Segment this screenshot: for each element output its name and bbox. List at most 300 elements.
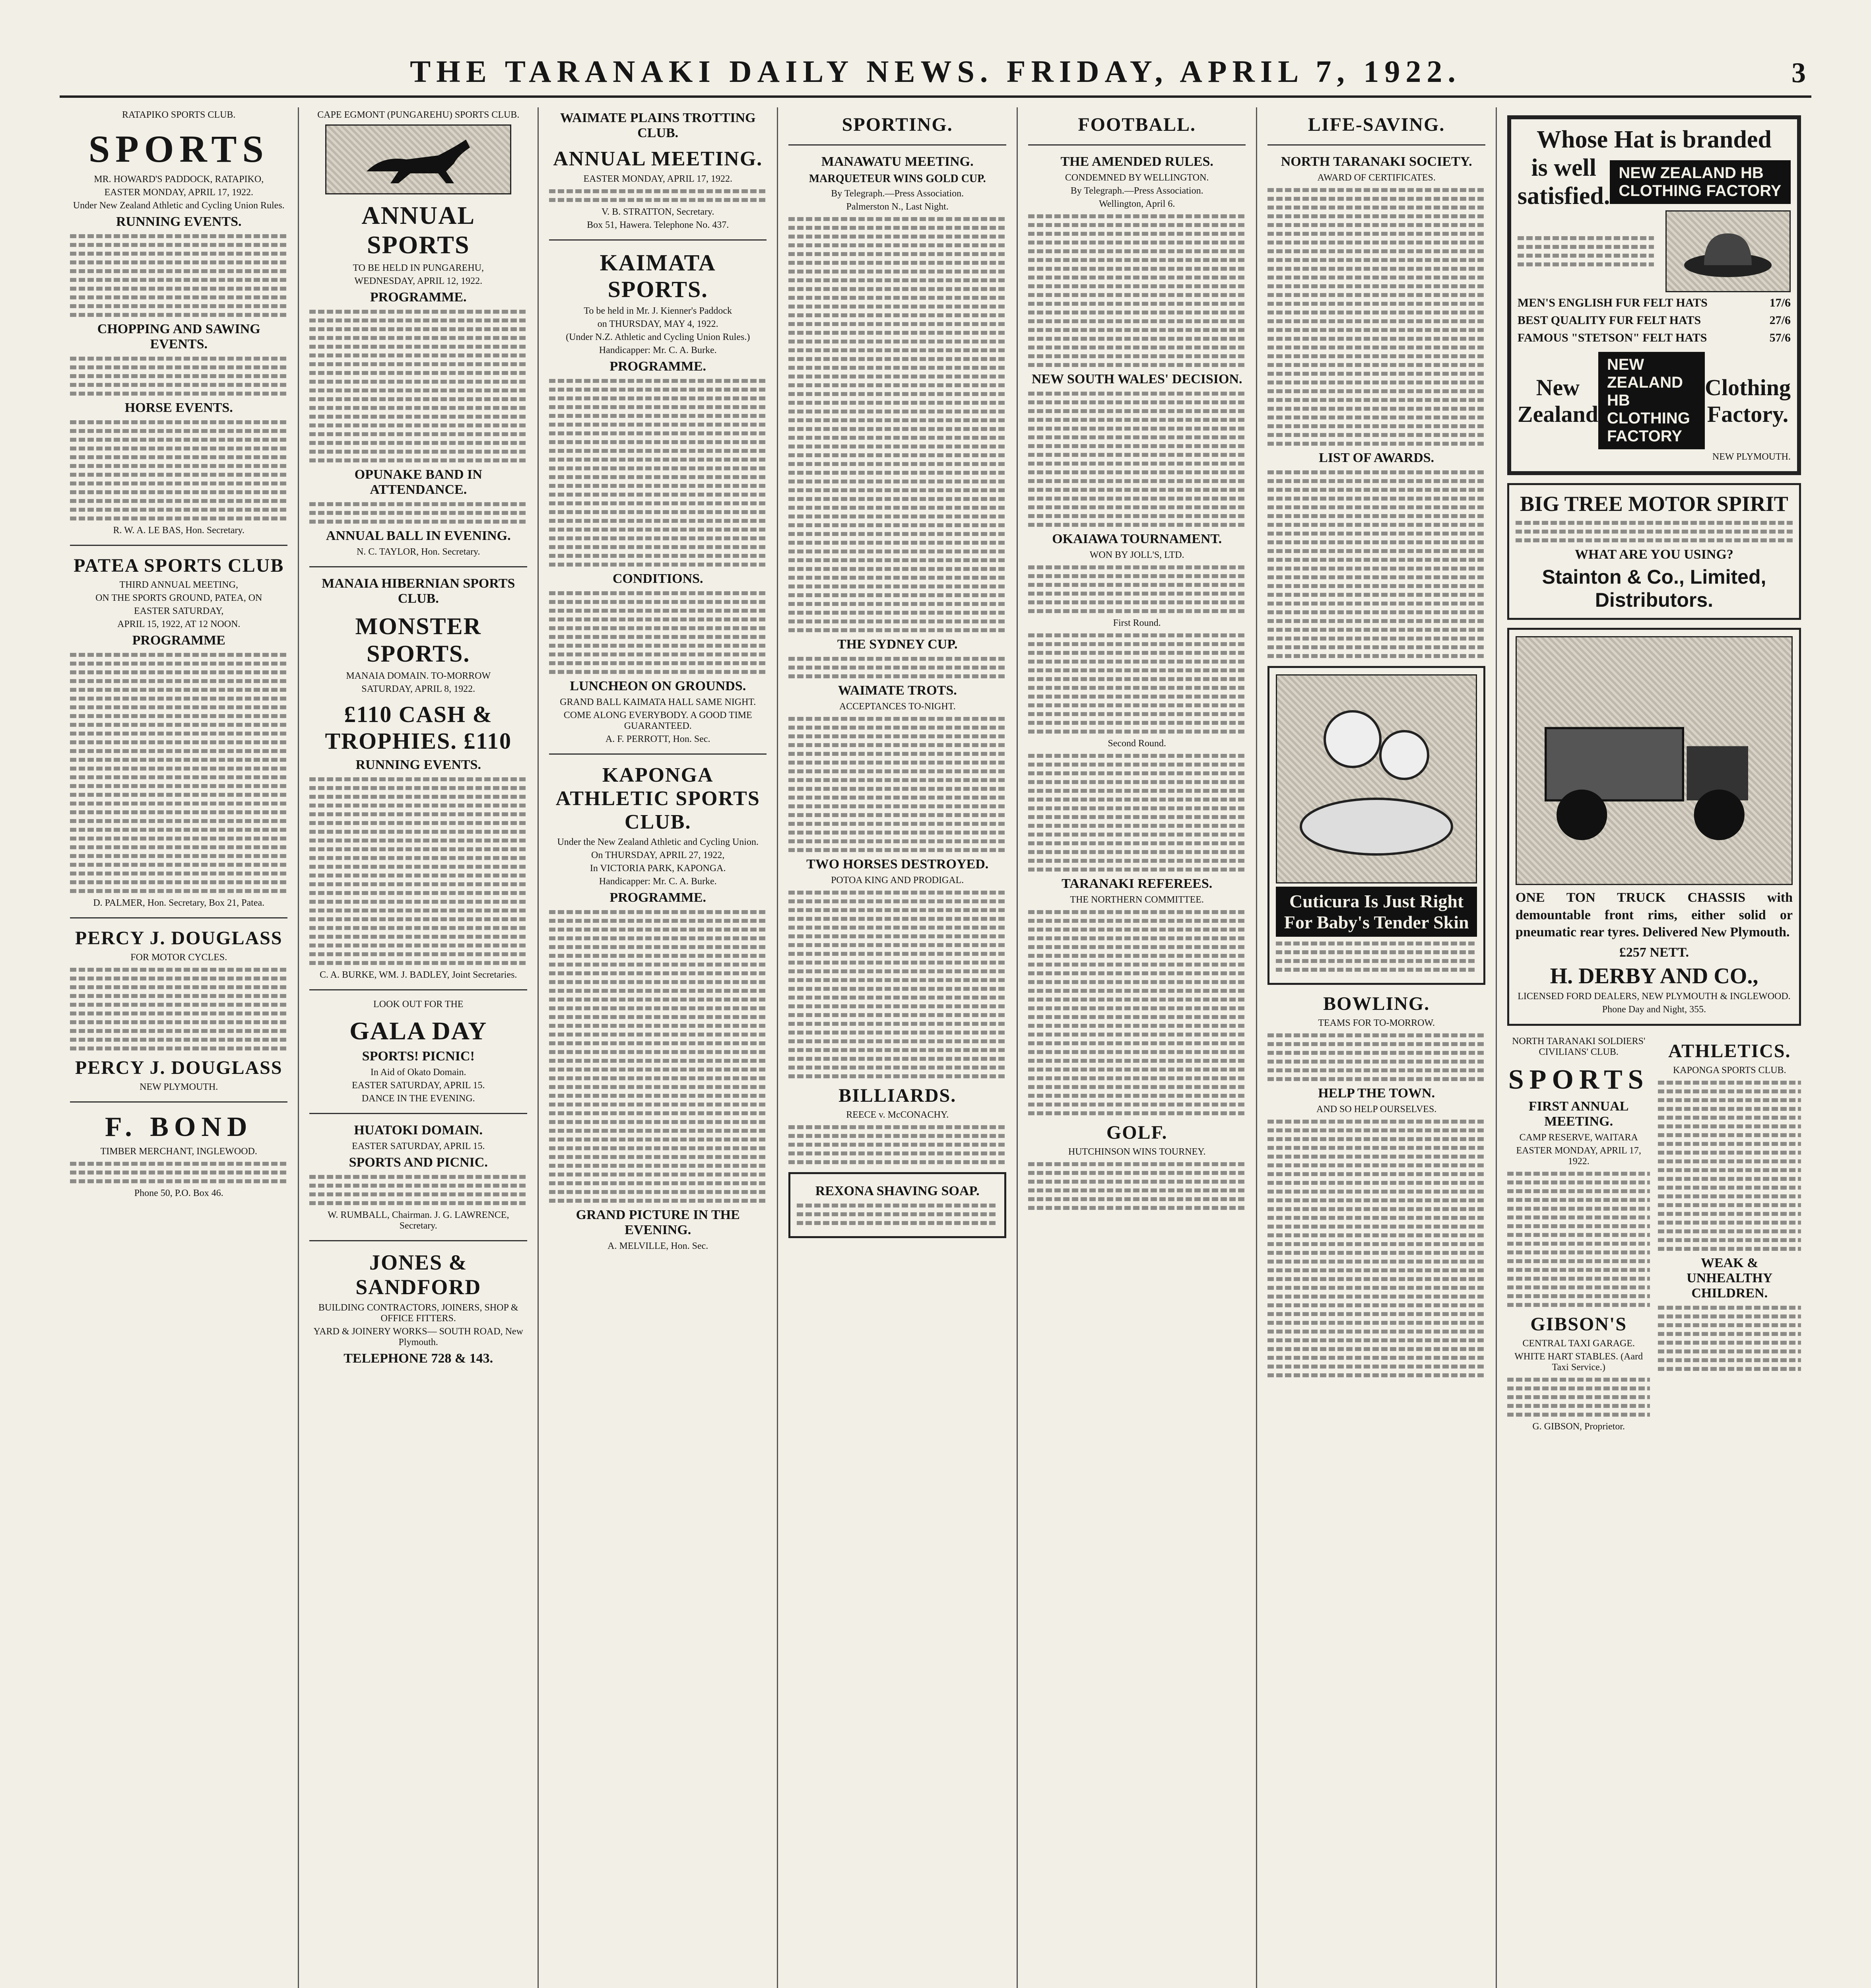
- text-lines: [1267, 523, 1485, 527]
- text-lines: [549, 536, 767, 540]
- text-lines: [788, 943, 1006, 947]
- chassis-text: ONE TON TRUCK CHASSIS with demountable front rims, either solid or pneumatic rear tyres. Delivered New Plymouth.: [1515, 890, 1793, 940]
- text-lines: [1507, 1277, 1650, 1281]
- second-round: Second Round.: [1108, 738, 1166, 749]
- text-lines: [788, 497, 1006, 501]
- kaimata-secretary: A. F. PERROTT, Hon. Sec.: [605, 734, 710, 744]
- text-lines: [549, 554, 767, 558]
- text-lines: [549, 635, 767, 639]
- text-lines: [549, 1129, 767, 1133]
- text-lines: [788, 261, 1006, 265]
- text-lines: [1028, 798, 1246, 802]
- text-lines: [70, 653, 287, 657]
- column-1: [60, 107, 299, 1988]
- text-lines: [1267, 1137, 1485, 1141]
- bowling-teams: TEAMS FOR TO-MORROW.: [1318, 1018, 1435, 1028]
- hat-price-row: [1518, 314, 1791, 327]
- bond-name: F. BOND: [105, 1112, 253, 1142]
- divider: [309, 1113, 527, 1114]
- text-lines: [309, 362, 527, 366]
- text-lines: [549, 980, 767, 984]
- golf-sub: HUTCHINSON WINS TOURNEY.: [1068, 1147, 1206, 1157]
- text-lines: [309, 952, 527, 956]
- horse-illustration: [325, 124, 511, 194]
- text-lines: [549, 989, 767, 993]
- text-lines: [788, 287, 1006, 291]
- manaia-secretaries: C. A. BURKE, WM. J. BADLEY, Joint Secretaries.: [320, 970, 517, 980]
- text-lines: [788, 726, 1006, 730]
- text-lines: [1028, 392, 1246, 396]
- rexona-ad: [788, 1172, 1006, 1238]
- text-lines: [1028, 363, 1246, 367]
- text-lines: [1267, 602, 1485, 606]
- text-lines: [1507, 1378, 1650, 1382]
- text-lines: [1658, 1341, 1801, 1345]
- cuticura-headline: Cuticura Is Just Right For Baby's Tender Skin: [1276, 887, 1477, 937]
- weak-children: WEAK & UNHEALTHY CHILDREN.: [1687, 1255, 1773, 1301]
- text-lines: [788, 348, 1006, 352]
- text-lines: [1267, 1260, 1485, 1264]
- text-lines: [1028, 479, 1246, 483]
- text-lines: [70, 1171, 287, 1175]
- northern-committee: THE NORTHERN COMMITTEE.: [1070, 895, 1204, 905]
- text-lines: [309, 777, 527, 781]
- hat-footer-left: New Zealand: [1517, 374, 1598, 427]
- kaimata-rules: (Under N.Z. Athletic and Cycling Union Rules.): [566, 332, 750, 342]
- text-lines: [549, 396, 767, 400]
- text-lines: [1267, 610, 1485, 614]
- text-lines: [788, 769, 1006, 773]
- text-lines: [309, 865, 527, 869]
- text-lines: [549, 563, 767, 567]
- text-lines: [70, 714, 287, 718]
- text-lines: [1028, 609, 1246, 613]
- text-lines: [788, 1151, 1006, 1155]
- text-lines: [1267, 1190, 1485, 1194]
- text-lines: [549, 1138, 767, 1142]
- text-lines: [549, 963, 767, 967]
- text-lines: [1267, 1286, 1485, 1290]
- text-lines: [1267, 1207, 1485, 1211]
- text-lines: [549, 600, 767, 604]
- text-lines: [788, 822, 1006, 826]
- jones-sub: BUILDING CONTRACTORS, JOINERS, SHOP & OFFICE FITTERS.: [318, 1303, 518, 1324]
- text-lines: [549, 661, 767, 665]
- text-lines: [309, 520, 527, 524]
- text-lines: [1028, 1094, 1246, 1098]
- kaponga-date: On THURSDAY, APRIL 27, 1922,: [591, 850, 725, 860]
- text-lines: [309, 1184, 527, 1188]
- text-lines: [1028, 1111, 1246, 1115]
- text-lines: [788, 961, 1006, 965]
- text-lines: [1267, 593, 1485, 597]
- text-lines: [788, 1048, 1006, 1052]
- text-lines: [549, 910, 767, 914]
- text-lines: [70, 287, 287, 291]
- text-lines: [1267, 311, 1485, 315]
- text-lines: [309, 900, 527, 904]
- text-lines: [1658, 1124, 1801, 1128]
- text-lines: [1028, 824, 1246, 828]
- text-lines: [549, 466, 767, 470]
- help-ourselves: AND SO HELP OURSELVES.: [1316, 1104, 1437, 1114]
- ratapiko-venue: MR. HOWARD'S PADDOCK, RATAPIKO,: [94, 174, 264, 184]
- rexona-title: REXONA SHAVING SOAP.: [815, 1184, 980, 1198]
- text-lines: [1267, 407, 1485, 411]
- ratapiko-rules: Under New Zealand Athletic and Cycling Union Rules.: [73, 200, 285, 211]
- text-lines: [549, 1120, 767, 1124]
- text-lines: [309, 388, 527, 392]
- text-lines: [70, 295, 287, 299]
- text-lines: [1267, 645, 1485, 649]
- text-lines: [788, 375, 1006, 379]
- ratapiko-running: RUNNING EVENTS.: [116, 214, 242, 229]
- text-lines: [549, 928, 767, 932]
- text-lines: [1028, 771, 1246, 775]
- hat-price-2: 27/6: [1769, 314, 1791, 327]
- ratapiko-secretary: R. W. A. LE BAS, Hon. Secretary.: [113, 525, 245, 536]
- text-lines: [309, 882, 527, 886]
- gibson-heading: GIBSON'S: [1530, 1313, 1627, 1335]
- text-lines: [70, 845, 287, 849]
- horse-icon: [359, 132, 478, 187]
- text-lines: [788, 674, 1006, 678]
- text-lines: [70, 749, 287, 753]
- text-lines: [788, 445, 1006, 448]
- text-lines: [549, 414, 767, 418]
- text-lines: [788, 987, 1006, 991]
- text-lines: [549, 449, 767, 453]
- text-lines: [549, 617, 767, 621]
- text-lines: [1028, 754, 1246, 758]
- text-lines: [1028, 583, 1246, 587]
- text-lines: [549, 919, 767, 923]
- text-lines: [549, 626, 767, 630]
- text-lines: [788, 602, 1006, 606]
- text-lines: [1028, 232, 1246, 236]
- text-lines: [549, 458, 767, 462]
- hat-price-2-label: BEST QUALITY FUR FELT HATS: [1517, 314, 1701, 327]
- hat-icon: [1680, 221, 1776, 281]
- amended-rules: THE AMENDED RULES.: [1060, 154, 1213, 169]
- text-lines: [1267, 1347, 1485, 1351]
- text-lines: [1658, 1168, 1801, 1172]
- text-lines: [70, 723, 287, 727]
- text-lines: [1507, 1386, 1650, 1390]
- ratapiko-chopping: CHOPPING AND SAWING EVENTS.: [97, 322, 260, 351]
- text-lines: [1028, 311, 1246, 315]
- jones-heading: JONES & SANDFORD: [355, 1250, 481, 1299]
- text-lines: [788, 952, 1006, 956]
- text-lines: [70, 313, 287, 317]
- divider: [1267, 144, 1485, 146]
- text-lines: [1267, 1172, 1485, 1176]
- text-lines: [309, 856, 527, 860]
- text-lines: [549, 440, 767, 444]
- hat-illustration: [1665, 210, 1791, 292]
- text-lines: [70, 697, 287, 701]
- kaponga-handicapper: Handicapper: Mr. C. A. Burke.: [599, 876, 717, 887]
- text-lines: [1658, 1229, 1801, 1233]
- text-lines: [70, 784, 287, 788]
- text-lines: [788, 1022, 1006, 1026]
- patea-meeting: THIRD ANNUAL MEETING,: [119, 580, 238, 590]
- text-lines: [549, 189, 767, 193]
- text-lines: [788, 593, 1006, 597]
- text-lines: [788, 787, 1006, 791]
- first-round: First Round.: [1113, 618, 1161, 628]
- text-lines: [1267, 1155, 1485, 1159]
- text-lines: [788, 1074, 1006, 1078]
- text-lines: [1028, 833, 1246, 837]
- big-tree-ad: [1507, 483, 1801, 620]
- text-lines: [309, 327, 527, 331]
- text-lines: [309, 1201, 527, 1205]
- hat-price-1-label: MEN'S ENGLISH FUR FELT HATS: [1517, 296, 1708, 309]
- text-lines: [1028, 241, 1246, 245]
- text-lines: [549, 198, 767, 202]
- text-lines: [1028, 1024, 1246, 1028]
- soldiers-date: EASTER MONDAY, APRIL 17, 1922.: [1516, 1145, 1641, 1167]
- text-lines: [70, 810, 287, 814]
- nsw-decision: NEW SOUTH WALES' DECISION.: [1031, 372, 1242, 386]
- text-lines: [1267, 470, 1485, 474]
- percy-location: NEW PLYMOUTH.: [140, 1082, 218, 1092]
- text-lines: [1658, 1089, 1801, 1093]
- text-lines: [1658, 1133, 1801, 1137]
- text-lines: [70, 429, 287, 433]
- text-lines: [549, 528, 767, 532]
- text-lines: [1267, 505, 1485, 509]
- text-lines: [1028, 1015, 1246, 1019]
- text-lines: [1267, 514, 1485, 518]
- divider: [309, 989, 527, 990]
- hat-price-3-label: FAMOUS "STETSON" FELT HATS: [1517, 331, 1707, 344]
- text-lines: [788, 523, 1006, 527]
- patea-secretary: D. PALMER, Hon. Secretary, Box 21, Patea.: [93, 898, 265, 908]
- okaiawa-winner: WON BY JOLL'S, LTD.: [1089, 550, 1184, 560]
- text-lines: [1028, 980, 1246, 984]
- text-lines: [1267, 1216, 1485, 1220]
- text-lines: [1028, 1197, 1246, 1201]
- text-lines: [1507, 1268, 1650, 1272]
- text-lines: [1658, 1238, 1801, 1242]
- manaia-club: MANAIA HIBERNIAN SPORTS CLUB.: [322, 576, 515, 606]
- text-lines: [788, 666, 1006, 670]
- text-lines: [1516, 538, 1793, 542]
- text-lines: [788, 891, 1006, 895]
- text-lines: [1028, 328, 1246, 332]
- waimate-heading: ANNUAL MEETING.: [553, 148, 763, 170]
- text-lines: [788, 401, 1006, 405]
- cape-date: WEDNESDAY, APRIL 12, 1922.: [354, 276, 483, 286]
- text-lines: [70, 819, 287, 823]
- text-lines: [1507, 1413, 1650, 1417]
- kaponga-venue: In VICTORIA PARK, KAPONGA.: [590, 863, 726, 874]
- text-lines: [1518, 254, 1654, 258]
- text-lines: [1507, 1404, 1650, 1408]
- okaiawa-tournament: OKAIAWA TOURNAMENT.: [1052, 532, 1222, 546]
- text-lines: [1028, 1188, 1246, 1192]
- text-lines: [1028, 703, 1246, 707]
- hat-price-row: [1518, 296, 1791, 310]
- text-lines: [309, 423, 527, 427]
- huatoki-secretary: W. RUMBALL, Chairman. J. G. LAWRENCE, Secretary.: [327, 1210, 509, 1231]
- text-lines: [309, 380, 527, 384]
- text-lines: [70, 837, 287, 841]
- text-lines: [1028, 505, 1246, 509]
- big-tree-question: WHAT ARE YOU USING?: [1574, 547, 1733, 562]
- hb-logo: NEW ZEALAND HB CLOTHING FACTORY: [1598, 352, 1705, 449]
- text-lines: [788, 226, 1006, 230]
- text-lines: [1267, 1042, 1485, 1046]
- text-lines: [70, 828, 287, 832]
- sporting-heading: SPORTING.: [842, 114, 953, 135]
- text-lines: [1507, 1250, 1650, 1254]
- text-lines: [549, 998, 767, 1002]
- text-lines: [1267, 258, 1485, 262]
- divider: [549, 239, 767, 241]
- text-lines: [1028, 815, 1246, 819]
- soldiers-meeting: FIRST ANNUAL MEETING.: [1528, 1099, 1629, 1129]
- text-lines: [549, 1006, 767, 1010]
- huatoki-heading: HUATOKI DOMAIN.: [354, 1123, 483, 1138]
- cape-band: OPUNAKE BAND IN ATTENDANCE.: [354, 467, 482, 497]
- text-lines: [309, 1192, 527, 1196]
- column-6: [1257, 107, 1496, 1988]
- text-lines: [1516, 530, 1793, 534]
- divider: [70, 1101, 287, 1103]
- text-lines: [1267, 1233, 1485, 1237]
- text-lines: [1028, 789, 1246, 793]
- text-lines: [1028, 418, 1246, 422]
- text-lines: [1267, 532, 1485, 536]
- ratapiko-date: EASTER MONDAY, APRIL 17, 1922.: [104, 187, 253, 198]
- text-lines: [549, 545, 767, 549]
- text-lines: [309, 830, 527, 834]
- text-lines: [70, 705, 287, 709]
- text-lines: [1518, 236, 1654, 240]
- text-lines: [309, 1175, 527, 1179]
- gala-place: In Aid of Okato Domain.: [370, 1067, 466, 1077]
- text-lines: [788, 480, 1006, 483]
- kaimata-conditions: CONDITIONS.: [612, 571, 703, 586]
- text-lines: [70, 420, 287, 424]
- text-lines: [1267, 398, 1485, 402]
- text-lines: [70, 365, 287, 369]
- text-lines: [1658, 1159, 1801, 1163]
- text-lines: [788, 558, 1006, 562]
- text-lines: [549, 954, 767, 958]
- text-lines: [788, 1125, 1006, 1129]
- text-lines: [788, 1160, 1006, 1164]
- text-lines: [788, 1031, 1006, 1035]
- waimate-secretary: V. B. STRATTON, Secretary.: [601, 207, 714, 217]
- chassis-price: £257 NETT.: [1619, 945, 1689, 960]
- gala-lookout: LOOK OUT FOR THE: [373, 999, 464, 1010]
- text-lines: [1028, 686, 1246, 690]
- text-lines: [1658, 1247, 1801, 1251]
- text-lines: [70, 977, 287, 980]
- text-lines: [309, 450, 527, 454]
- patea-venue: ON THE SPORTS GROUND, PATEA, ON: [95, 593, 262, 603]
- text-lines: [1507, 1233, 1650, 1237]
- text-lines: [1658, 1081, 1801, 1085]
- text-lines: [1267, 249, 1485, 253]
- text-lines: [70, 863, 287, 867]
- text-lines: [1028, 677, 1246, 681]
- text-lines: [1267, 1033, 1485, 1037]
- text-lines: [1658, 1194, 1801, 1198]
- text-lines: [309, 944, 527, 947]
- text-lines: [70, 767, 287, 771]
- column-3: [539, 107, 778, 1988]
- text-lines: [549, 519, 767, 523]
- bond-phone: Phone 50, P.O. Box 46.: [134, 1188, 223, 1198]
- text-lines: [1028, 1076, 1246, 1080]
- patea-programme: PROGRAMME: [132, 633, 225, 648]
- text-lines: [309, 432, 527, 436]
- text-lines: [549, 644, 767, 648]
- cape-egmont-club: CAPE EGMONT (PUNGAREHU) SPORTS CLUB.: [317, 110, 520, 120]
- ratapiko-horse: HORSE EVENTS.: [124, 400, 233, 415]
- text-lines: [1267, 479, 1485, 483]
- text-lines: [549, 501, 767, 505]
- text-lines: [788, 488, 1006, 492]
- text-lines: [1267, 1225, 1485, 1229]
- derby-name: H. DERBY AND CO.,: [1550, 963, 1758, 988]
- text-lines: [70, 1038, 287, 1042]
- athletics-heading: ATHLETICS.: [1668, 1040, 1791, 1062]
- billiards-sub: REECE v. McCONACHY.: [846, 1110, 949, 1120]
- text-lines: [788, 418, 1006, 422]
- text-lines: [70, 679, 287, 683]
- text-lines: [788, 532, 1006, 536]
- text-lines: [70, 670, 287, 674]
- ratapiko-club: RATAPIKO SPORTS CLUB.: [122, 110, 236, 120]
- text-lines: [1267, 1365, 1485, 1369]
- text-lines: [1028, 258, 1246, 262]
- text-lines: [1028, 354, 1246, 358]
- text-lines: [788, 514, 1006, 518]
- text-lines: [1028, 337, 1246, 341]
- text-lines: [1028, 427, 1246, 431]
- billiards-heading: BILLIARDS.: [838, 1085, 957, 1106]
- text-lines: [70, 383, 287, 387]
- text-lines: [788, 340, 1006, 344]
- text-lines: [1658, 1358, 1801, 1362]
- text-lines: [309, 917, 527, 921]
- cuticura-ad: [1267, 666, 1485, 985]
- text-lines: [788, 796, 1006, 800]
- text-lines: [788, 462, 1006, 466]
- divider: [1028, 144, 1246, 146]
- manaia-venue: MANAIA DOMAIN. TO-MORROW: [346, 671, 491, 681]
- text-lines: [1658, 1221, 1801, 1225]
- text-lines: [788, 611, 1006, 615]
- text-lines: [1028, 780, 1246, 784]
- text-lines: [70, 1179, 287, 1183]
- text-lines: [1267, 1312, 1485, 1316]
- text-lines: [788, 270, 1006, 274]
- gala-heading: GALA DAY: [349, 1017, 487, 1045]
- text-lines: [788, 743, 1006, 747]
- text-lines: [1028, 850, 1246, 854]
- text-lines: [1267, 540, 1485, 544]
- text-lines: [70, 775, 287, 779]
- stainton-distributors: Stainton & Co., Limited, Distributors.: [1542, 566, 1766, 611]
- text-lines: [788, 1013, 1006, 1017]
